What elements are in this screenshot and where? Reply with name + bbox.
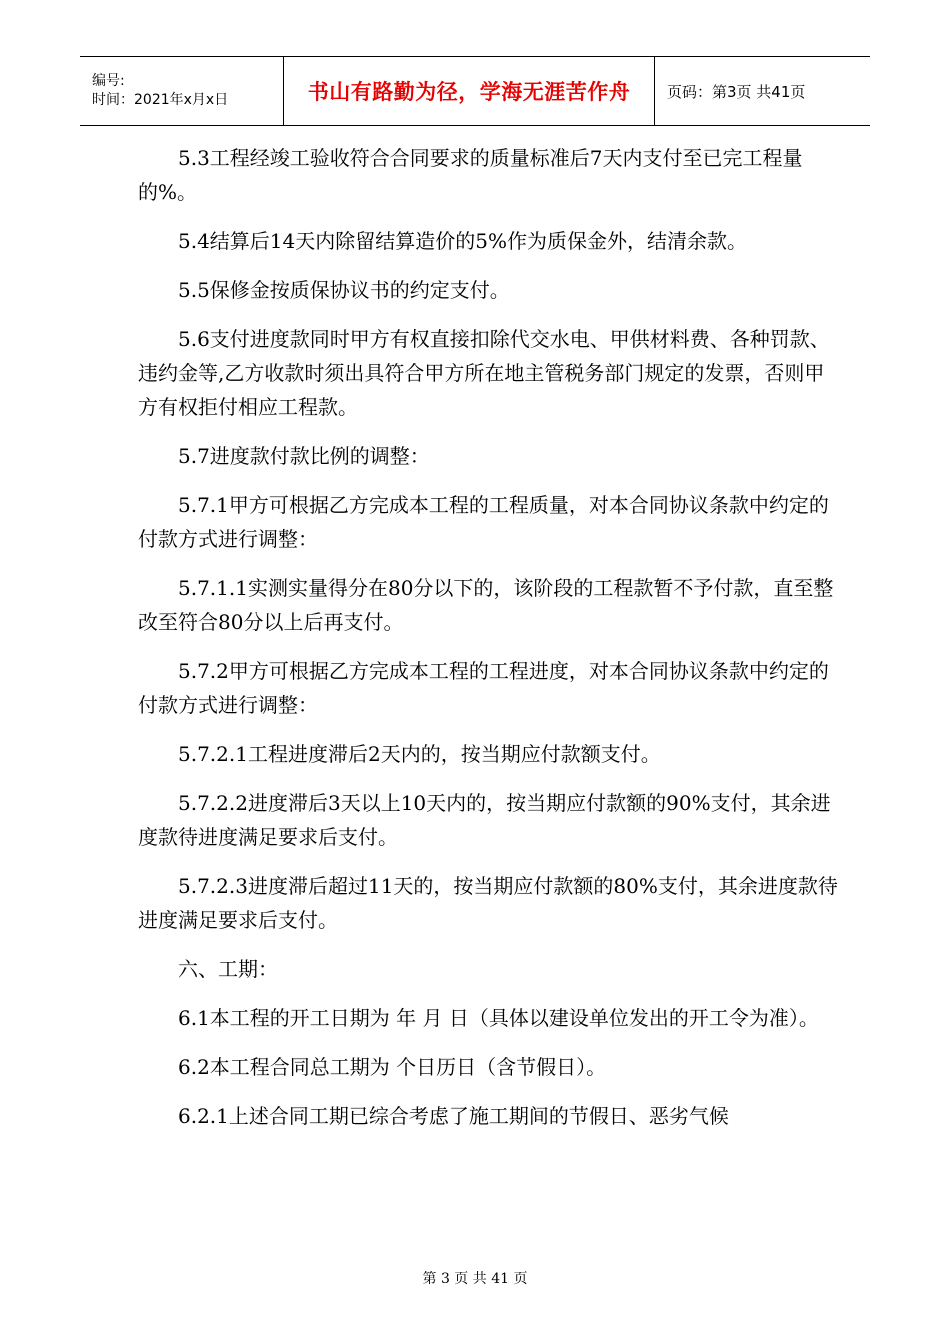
- paragraph-5-7-2-2: 5.7.2.2进度滞后3天以上10天内的，按当期应付款额的90%支付，其余进度款待进度满足要求后支付。: [138, 791, 831, 849]
- document-body: [138, 141, 838, 1148]
- paragraph-6-1: 6.1本工程的开工日期为 年 月 日（具体以建设单位发出的开工令为准）。: [178, 1006, 819, 1030]
- paragraph-5-7-2-1: 5.7.2.1工程进度滞后2天内的，按当期应付款额支付。: [178, 742, 661, 766]
- header-motto: 书山有路勤为径，学海无涯苦作舟: [283, 57, 655, 125]
- page-footer: 第 3 页 共 41 页: [422, 1271, 528, 1287]
- document-number-label: 编号:: [92, 73, 125, 89]
- header-page-info: 页码：第3页 共41页: [667, 82, 806, 101]
- paragraph-5-7-1-1: 5.7.1.1实测实量得分在80分以下的，该阶段的工程款暂不予付款，直至整改至符合80分以上后再支付。: [138, 576, 834, 634]
- paragraph-6-2-1: 6.2.1上述合同工期已综合考虑了施工期间的节假日、恶劣气候: [178, 1104, 729, 1128]
- paragraph-5-5: 5.5保修金按质保协议书的约定支付。: [178, 278, 510, 302]
- header-meta: [80, 57, 283, 125]
- paragraph-5-7: 5.7进度款付款比例的调整：: [178, 444, 430, 468]
- paragraph-5-3: 5.3工程经竣工验收符合合同要求的质量标准后7天内支付至已完工程量的%。: [138, 146, 803, 204]
- page-header: [80, 56, 870, 126]
- paragraph-5-4: 5.4结算后14天内除留结算造价的5%作为质保金外，结清余款。: [178, 229, 747, 253]
- paragraph-5-6: 5.6支付进度款同时甲方有权直接扣除代交水电、甲供材料费、各种罚款、违约金等,乙方收款时须出具符合甲方所在地主管税务部门规定的发票，否则甲方有权拒付相应工程款。: [138, 327, 830, 419]
- paragraph-6-2: 6.2本工程合同总工期为 个日历日（含节假日）。: [178, 1055, 607, 1079]
- section-heading-6: 六、工期：: [178, 957, 278, 981]
- paragraph-5-7-1: 5.7.1甲方可根据乙方完成本工程的工程质量，对本合同协议条款中约定的付款方式进行调整：: [138, 493, 829, 551]
- paragraph-5-7-2: 5.7.2甲方可根据乙方完成本工程的工程进度，对本合同协议条款中约定的付款方式进行调整：: [138, 659, 829, 717]
- paragraph-5-7-2-3: 5.7.2.3进度滞后超过11天的，按当期应付款额的80%支付，其余进度款待进度满足要求后支付。: [138, 874, 838, 932]
- document-date: 时间：2021年x月x日: [92, 92, 229, 108]
